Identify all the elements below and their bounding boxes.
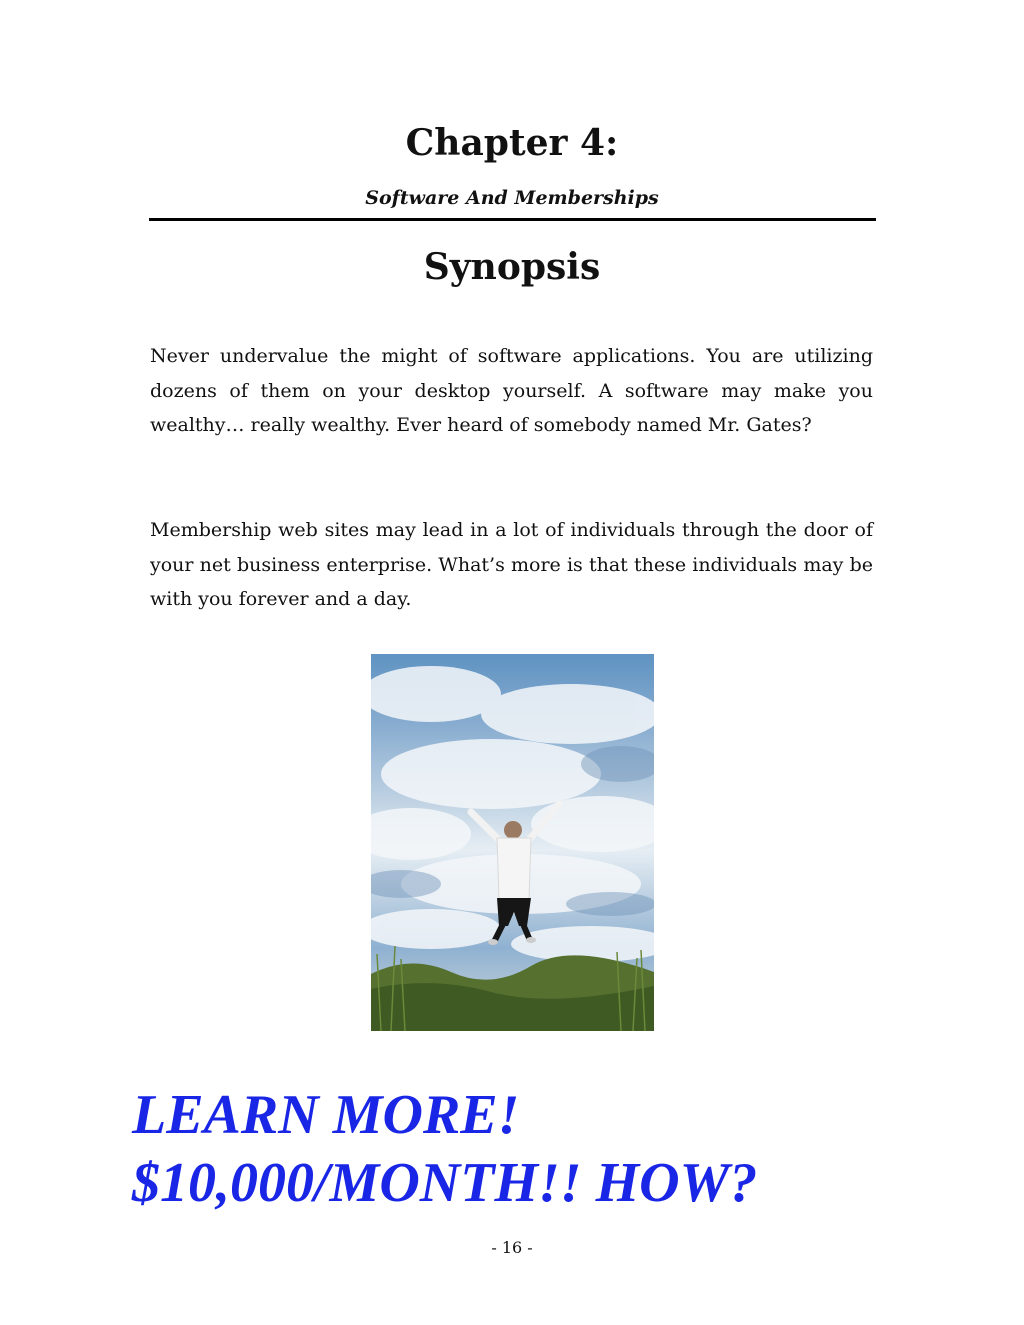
income-offer-link[interactable]: $10,000/MONTH!! HOW? [132,1152,758,1214]
jumping-person-photo [371,654,654,1031]
learn-more-link[interactable]: LEARN MORE! [132,1084,520,1146]
synopsis-paragraph-1: Never undervalue the might of software applications. You are utilizing dozens of them on your desktop yourself. A software may make you wealthy… really wealthy. Ever heard of somebody named Mr. Gates? [150,345,873,436]
synopsis-paragraph-2: Membership web sites may lead in a lot of individuals through the door of your net business enterprise. What’s more is that these individuals may be with you forever and a day. [150,519,873,610]
section-heading: Synopsis [423,246,601,288]
page-number: - 16 - [491,1238,533,1257]
chapter-subtitle: Software And Memberships [365,187,659,209]
chapter-title: Chapter 4: [405,122,619,164]
title-divider [149,218,876,221]
